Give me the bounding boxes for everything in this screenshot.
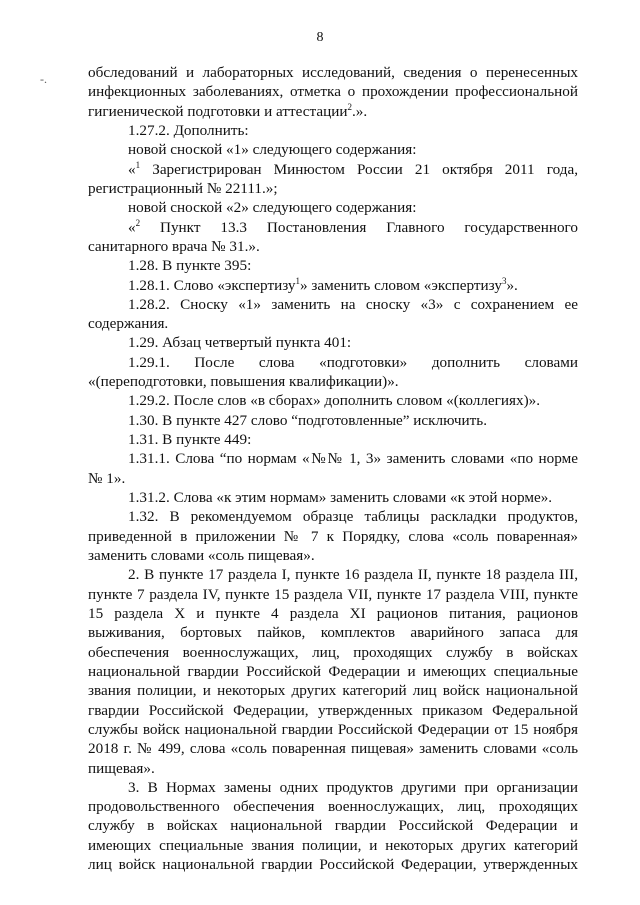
text-segment: содержания.	[88, 315, 169, 333]
text-line	[88, 604, 578, 623]
text-segment: 15 раздела X и пункте 4 раздела XI рационов питания, рационов	[88, 604, 578, 622]
text-line	[88, 527, 578, 546]
text-segment: 1.29.1. После слова «подготовки» дополнить словами	[128, 353, 578, 371]
text-segment: новой сноской «1» следующего содержания:	[128, 141, 417, 159]
text-segment: Зарегистрирован Минюстом России 21 октября 2011 года,	[140, 160, 578, 178]
text-segment: 1.31.1. Слова “по нормам «№№ 1, 3» заменить словами «по норме	[128, 450, 578, 468]
text-line	[128, 353, 578, 372]
text-line	[88, 681, 578, 700]
text-segment: регистрационный № 22111.»;	[88, 179, 278, 197]
text-segment: «	[128, 218, 136, 236]
text-segment: 1.29.2. После слов «в сборах» дополнить словом «(коллегиях)».	[128, 392, 541, 410]
footnote-mark: 2	[347, 101, 352, 112]
text-line	[128, 218, 578, 237]
text-line	[128, 256, 578, 275]
text-segment: выживания, бортовых пайков, комплектов аварийного запаса для	[88, 624, 578, 642]
text-line	[88, 759, 578, 778]
text-segment: заменить словами «соль пищевая».	[88, 547, 315, 564]
text-line	[128, 778, 578, 797]
text-segment: продовольственного обеспечения военнослужащих, лиц, проходящих	[88, 798, 578, 816]
text-line	[128, 140, 578, 159]
text-segment: пункте 7 раздела IV, пункте 15 раздела VII, пункте 17 раздела VIII, пункте	[88, 585, 578, 603]
text-line	[88, 546, 578, 565]
text-line	[128, 276, 578, 295]
text-segment: 1.28.2. Сноску «1» заменить на сноску «3» с сохранением ее	[128, 295, 578, 313]
text-segment: службы войск национальной гвардии Российской Федерации от 15 ноября	[88, 720, 578, 738]
text-segment: 2. В пункте 17 раздела I, пункте 16 раздела II, пункте 18 раздела III,	[128, 566, 578, 584]
footnote-mark: 2	[135, 217, 141, 228]
text-line	[88, 102, 578, 121]
text-segment: 1.27.2. Дополнить:	[128, 121, 249, 139]
text-line	[88, 82, 578, 101]
text-line	[88, 179, 578, 198]
text-line	[88, 469, 578, 488]
text-segment: № 1».	[88, 469, 126, 487]
text-segment: гигиенической подготовки и аттестации	[88, 102, 348, 120]
text-line	[128, 333, 578, 352]
text-line	[128, 430, 578, 449]
text-line	[88, 662, 578, 681]
margin-mark: -.	[40, 72, 47, 86]
text-segment: Пункт 13.3 Постановления Главного государственного	[140, 218, 578, 236]
text-line	[88, 816, 578, 835]
text-line	[88, 372, 578, 391]
text-line	[128, 449, 578, 468]
text-line	[88, 739, 578, 758]
text-segment: гвардии Российской Федерации, утвержденных приказом Федеральной	[88, 701, 578, 719]
text-line	[128, 121, 578, 140]
text-segment: лиц войск национальной гвардии Российской Федерации, утвержденных	[88, 856, 578, 874]
text-line	[128, 488, 578, 507]
text-segment: обследований и лабораторных исследований, сведения о перенесенных	[88, 64, 578, 81]
text-line	[88, 237, 578, 256]
text-line	[128, 507, 578, 526]
text-line	[88, 585, 578, 604]
text-segment: службу в войсках национальной гвардии Российской Федерации и	[88, 817, 578, 835]
text-line	[88, 797, 578, 816]
text-line	[88, 701, 578, 720]
text-segment: пищевая».	[88, 759, 155, 777]
footnote-mark: 1	[295, 275, 300, 286]
text-line	[88, 623, 578, 642]
text-line	[128, 411, 578, 430]
text-segment: санитарного врача № 31.».	[88, 237, 260, 255]
text-segment: 1.30. В пункте 427 слово “подготовленные” исключить.	[128, 411, 488, 429]
text-segment: 1.31. В пункте 449:	[128, 431, 252, 449]
text-line	[128, 565, 578, 584]
text-segment: 1.31.2. Слова «к этим нормам» заменить словами «к этой норме».	[128, 489, 553, 507]
footnote-mark: 1	[135, 159, 141, 170]
text-segment: имеющих специальные звания полиции, и некоторых других категорий	[88, 836, 578, 854]
text-segment: » заменить словом «экспертизу	[299, 276, 502, 294]
text-segment: инфекционных заболеваниях, отметка о прохождении профессиональной	[88, 83, 578, 101]
text-line	[88, 314, 578, 333]
text-segment: новой сноской «2» следующего содержания:	[128, 199, 417, 217]
text-line	[128, 391, 578, 410]
text-segment: приведенной в приложении № 7 к Порядку, слова «соль поваренная»	[88, 527, 578, 545]
text-segment: «(переподготовки, повышения квалификации)».	[88, 373, 399, 391]
text-line	[88, 855, 578, 874]
text-segment: обеспечения военнослужащих, лиц, проходящих службу в войсках	[88, 643, 578, 661]
text-segment: «	[128, 160, 136, 178]
text-line	[128, 295, 578, 314]
text-line	[88, 643, 578, 662]
text-line	[88, 720, 578, 739]
text-segment: 1.28.1. Слово «экспертизу	[128, 276, 296, 294]
text-line	[128, 160, 578, 179]
text-segment: ».	[506, 276, 518, 294]
text-line	[128, 198, 578, 217]
text-segment: 1.28. В пункте 395:	[128, 257, 252, 275]
text-line	[88, 63, 578, 82]
text-line	[88, 836, 578, 855]
text-segment: 1.29. Абзац четвертый пункта 401:	[128, 334, 352, 352]
text-segment: 3. В Нормах замены одних продуктов другими при организации	[128, 778, 578, 796]
text-segment: звания полиции, и некоторых других категорий лиц войск национальной	[88, 682, 578, 700]
footnote-mark: 3	[501, 275, 507, 286]
text-segment: 1.32. В рекомендуемом образце таблицы раскладки продуктов,	[128, 508, 578, 526]
text-segment: национальной гвардии Российской Федерации и имеющих специальные	[88, 662, 578, 680]
page-number: 8	[316, 30, 324, 45]
text-segment: .».	[351, 102, 368, 120]
text-segment: 2018 г. № 499, слова «соль поваренная пищевая» заменить словами «соль	[88, 740, 578, 758]
